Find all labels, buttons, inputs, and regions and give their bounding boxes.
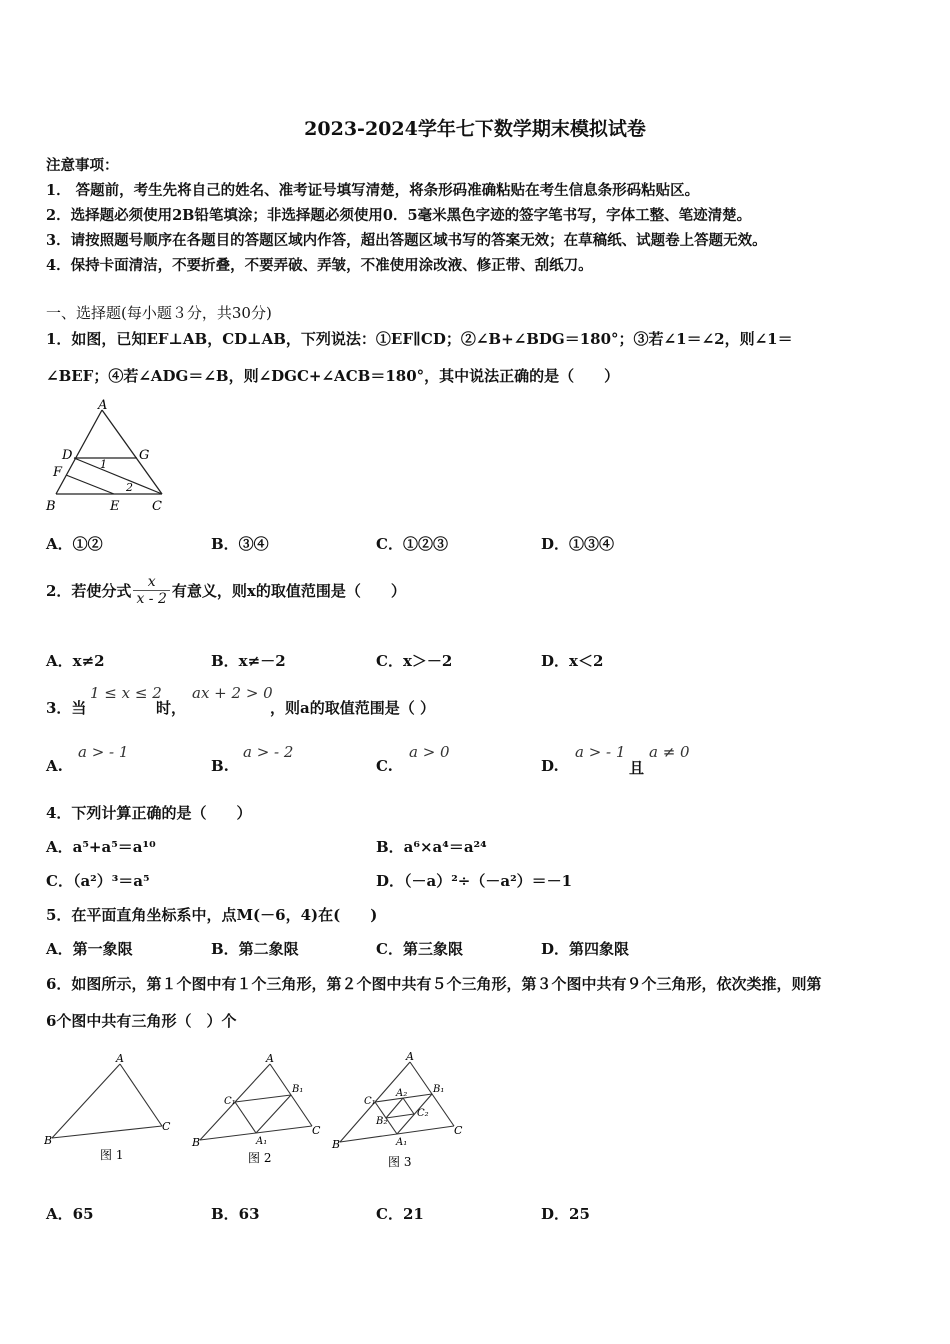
q5-option-d[interactable]: D．第四象限 [541, 940, 630, 958]
fig2-label: B₁ [292, 1084, 304, 1095]
notice-item-2: 2．选择题必须使用2B铅笔填涂；非选择题必须使用0．5毫米黑色字迹的签字笔书写，字体工整、笔迹清楚。 [46, 207, 752, 224]
q2-prefix: 2．若使分式 [46, 582, 132, 600]
notice-item-3: 3．请按照题号顺序在各题目的答题区域内作答，超出答题区域书写的答案无效；在草稿纸、试题卷上答题无效。 [46, 232, 767, 249]
notice-item-1: 1． 答题前，考生先将自己的姓名、准考证号填写清楚，将条形码准确粘贴在考生信息条形码粘贴区。 [46, 182, 700, 199]
fig3-label: B₂ [376, 1116, 388, 1127]
section-heading: 一、选择题(每小题３分，共30分) [46, 304, 272, 322]
q5-option-c[interactable]: C．第三象限 [376, 940, 463, 958]
q3-option-b-math: a > - 2 [243, 743, 294, 761]
fig2-label: C₁ [224, 1096, 236, 1107]
q6-option-d[interactable]: D．25 [541, 1205, 590, 1223]
q4-option-c[interactable]: C．（a²）³＝a⁵ [46, 872, 150, 890]
fig2-caption: 图 2 [248, 1151, 272, 1165]
q6-stem-line2: 6个图中共有三角形（ ）个 [46, 1012, 237, 1030]
fig2-label: A₁ [256, 1136, 268, 1147]
fig1-label: C [162, 1120, 171, 1133]
fig1-caption: 图 1 [100, 1148, 124, 1162]
q3-option-a[interactable]: A. [46, 757, 63, 775]
q6-figure-2 [190, 1052, 330, 1172]
q6-option-b[interactable]: B．63 [211, 1205, 260, 1223]
q5-option-a[interactable]: A．第一象限 [46, 940, 133, 958]
fig-label: 2 [126, 481, 133, 494]
q3-option-c[interactable]: C. [376, 757, 393, 775]
q4-option-b[interactable]: B．a⁶×a⁴＝a²⁴ [376, 838, 487, 856]
fig-label: E [110, 499, 120, 514]
fig2-label: B [192, 1136, 201, 1149]
q6-option-c[interactable]: C．21 [376, 1205, 424, 1223]
q3-prefix: 3．当 [46, 699, 87, 717]
fig3-label: C₁ [364, 1096, 376, 1107]
fig-label: G [139, 448, 150, 463]
q1-option-c[interactable]: C．①②③ [376, 535, 448, 553]
q6-figure-3 [330, 1050, 470, 1174]
q3-option-c-math: a > 0 [409, 743, 450, 761]
q3-option-b[interactable]: B. [211, 757, 229, 775]
fig3-label: A₂ [396, 1088, 408, 1099]
fig-label: A [98, 398, 108, 413]
fig-label: 1 [100, 458, 107, 471]
q1-option-b[interactable]: B．③④ [211, 535, 269, 553]
q2-fraction [133, 574, 169, 607]
q3-suffix: ，则a的取值范围是（ ） [270, 699, 435, 717]
q4-option-a[interactable]: A．a⁵+a⁵＝a¹⁰ [46, 838, 156, 856]
q6-stem-line1: 6．如图所示，第１个图中有１个三角形，第２个图中共有５个三角形，第３个图中共有９个三角形，依次类推，则第 [46, 975, 822, 993]
fig2-label: C [312, 1124, 321, 1137]
fig-label: C [152, 499, 162, 514]
fig3-label: B [332, 1138, 341, 1151]
q2-option-c[interactable]: C．x＞－2 [376, 652, 453, 670]
q3-mid: 时， [156, 699, 187, 717]
q6-option-a[interactable]: A．65 [46, 1205, 94, 1223]
q3-option-d-math: a > - 1 [575, 743, 626, 761]
q4-option-d[interactable]: D．（－a）²÷（－a²）＝－1 [376, 872, 573, 890]
fig-label: D [62, 448, 73, 463]
q2-stem [46, 574, 406, 607]
notice-heading: 注意事项： [46, 157, 119, 174]
q1-option-a[interactable]: A．①② [46, 535, 103, 553]
page-title: 2023-2024学年七下数学期末模拟试卷 [304, 118, 646, 140]
q4-stem: 4．下列计算正确的是（ ） [46, 804, 252, 822]
q2-suffix: 有意义，则x的取值范围是（ ） [171, 582, 406, 600]
q1-option-d[interactable]: D．①③④ [541, 535, 615, 553]
q3-option-d[interactable]: D. [541, 757, 559, 775]
q1-stem-line2: ∠BEF；④若∠ADG＝∠B，则∠DGC+∠ACB＝180°，其中说法正确的是（ ） [46, 367, 620, 385]
q5-option-b[interactable]: B．第二象限 [211, 940, 299, 958]
q2-option-a[interactable]: A．x≠2 [46, 652, 105, 670]
fig3-caption: 图 3 [388, 1155, 412, 1169]
fig3-label: A₁ [396, 1137, 408, 1148]
q6-figure-1 [44, 1052, 174, 1168]
q5-stem: 5．在平面直角坐标系中，点M(－6，4)在( ) [46, 906, 378, 924]
notice-item-4: 4．保持卡面清洁，不要折叠，不要弄破、弄皱，不准使用涂改液、修正带、刮纸刀。 [46, 257, 593, 274]
fig1-label: B [44, 1134, 53, 1147]
fig3-label: C [454, 1124, 463, 1137]
fig2-label: A [266, 1052, 274, 1065]
fig-label: F [53, 465, 63, 480]
fig1-label: A [116, 1052, 124, 1065]
fig3-label: B₁ [433, 1084, 445, 1095]
q3-option-d-and: 且 [629, 759, 645, 777]
q3-condition-range: 1 ≤ x ≤ 2 [90, 684, 162, 702]
q3-option-a-math: a > - 1 [78, 743, 129, 761]
q1-triangle-figure [44, 398, 172, 514]
q2-fraction-denominator: x - 2 [136, 591, 167, 607]
q1-stem-line1: 1．如图，已知EF⊥AB，CD⊥AB，下列说法：①EF∥CD；②∠B+∠BDG＝180°；③若∠1＝∠2，则∠1＝ [46, 330, 793, 348]
fig-label: B [46, 499, 56, 514]
q3-option-d-math2: a ≠ 0 [649, 743, 690, 761]
fig3-label: C₂ [417, 1108, 429, 1119]
fig3-label: A [406, 1050, 414, 1063]
q2-option-b[interactable]: B．x≠－2 [211, 652, 286, 670]
q3-condition-inequality: ax + 2 > 0 [192, 684, 273, 702]
q2-option-d[interactable]: D．x＜2 [541, 652, 604, 670]
q2-fraction-numerator: x [133, 574, 169, 591]
